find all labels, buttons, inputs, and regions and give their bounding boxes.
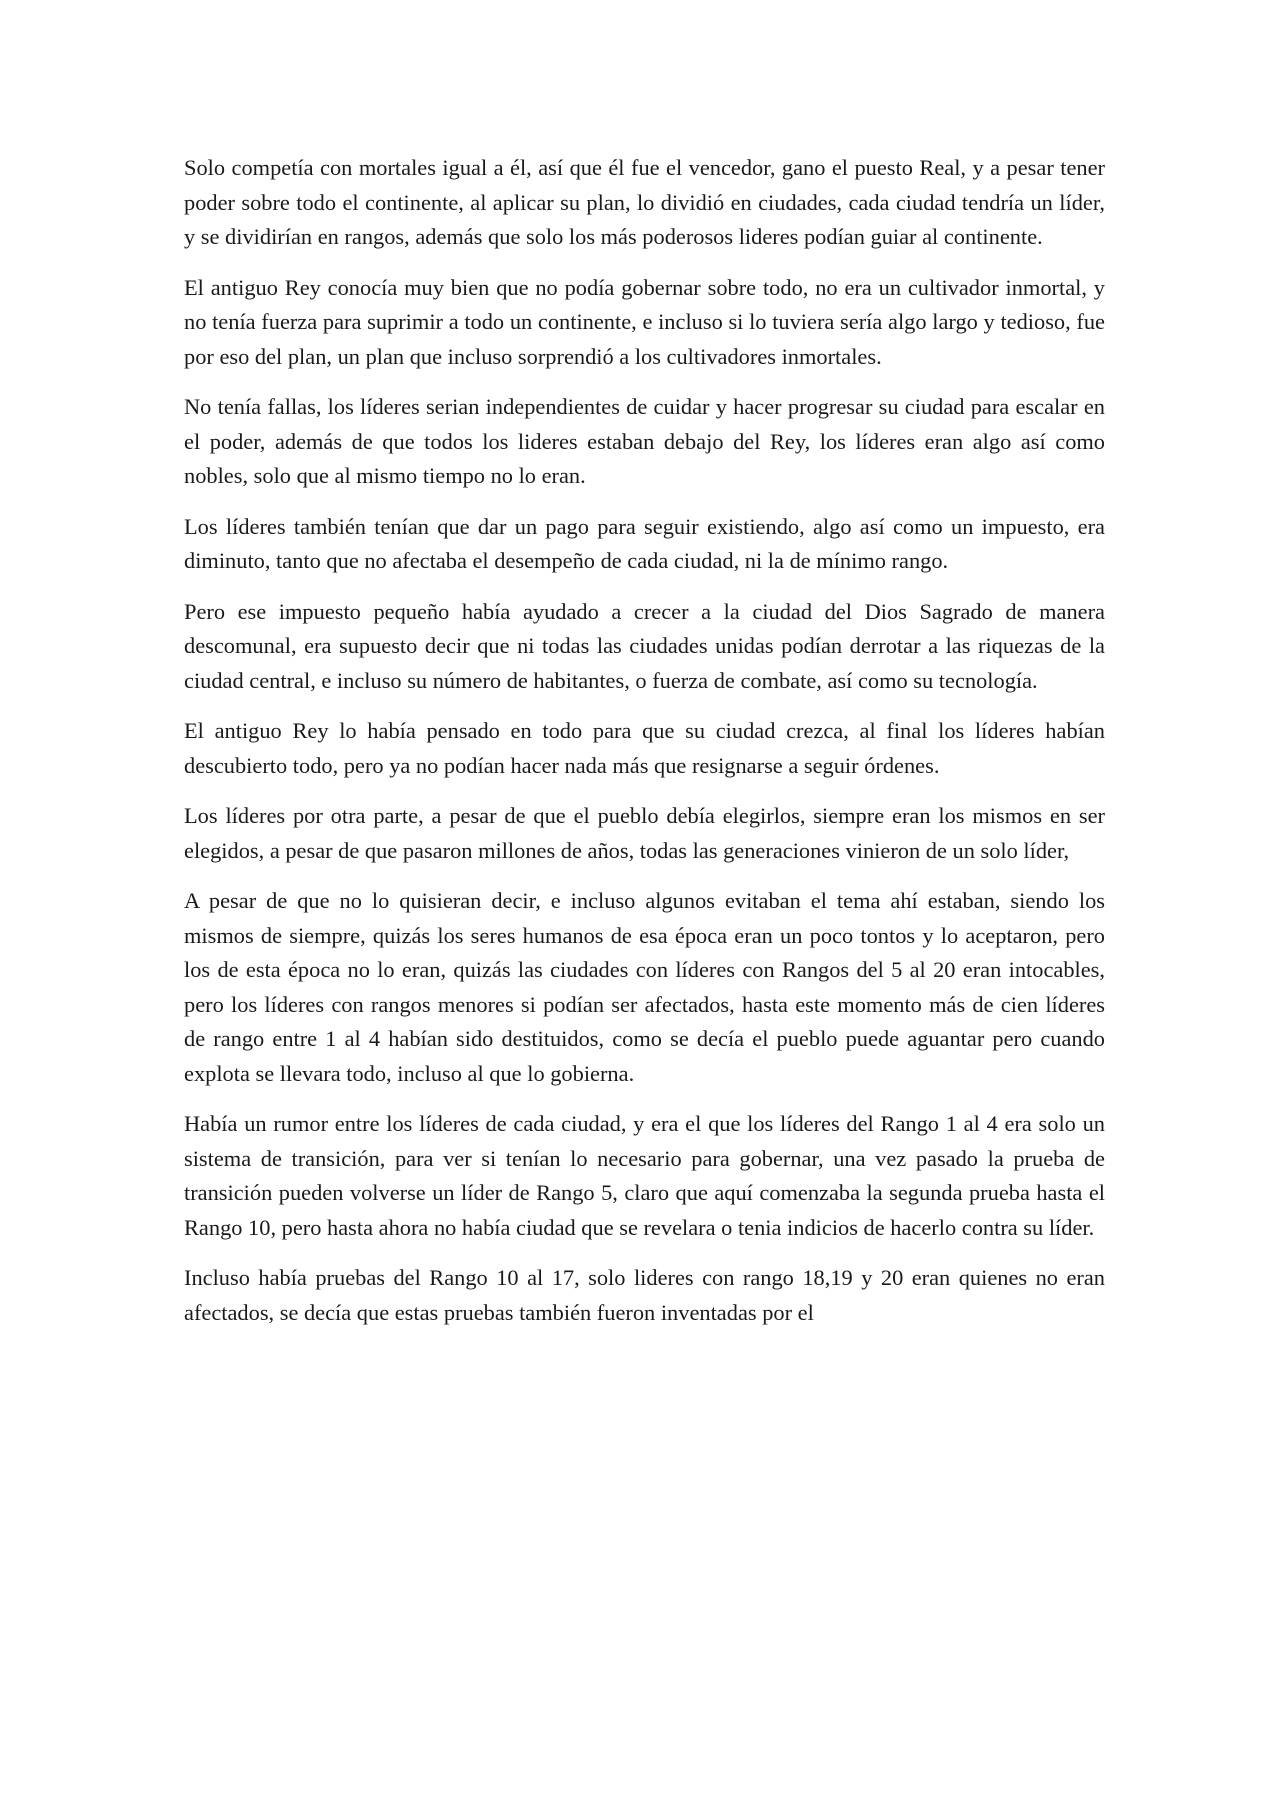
paragraph-9: Había un rumor entre los líderes de cada ciudad, y era el que los líderes del Rango 1 al 4 era solo un sistema de transición, para ver si tenían lo necesario para gobernar, una vez pasado la prueba de transición pueden volverse un líder de Rango 5, claro que aquí comenzaba la segunda prueba hasta el Rango 10, pero hasta ahora no había ciudad que se revelara o tenia indicios de hacerlo contra su líder. — [184, 1111, 1105, 1240]
paragraph-8: A pesar de que no lo quisieran decir, e incluso algunos evitaban el tema ahí estaban, siendo los mismos de siempre, quizás los seres humanos de esa época eran un poco tontos y lo aceptaron, pero los de esta época no lo eran, quizás las ciudades con líderes con Rangos del 5 al 20 eran intocables, pero los líderes con rangos menores si podían ser afectados, hasta este momento más de cien líderes de rango entre 1 al 4 habían sido destituidos, como se decía el pueblo puede aguantar pero cuando explota se llevara todo, incluso al que lo gobierna. — [184, 888, 1105, 1086]
document-text-body — [184, 151, 1105, 1346]
paragraph-6: El antiguo Rey lo había pensado en todo para que su ciudad crezca, al final los líderes habían descubierto todo, pero ya no podían hacer nada más que resignarse a seguir órdenes. — [184, 718, 1105, 778]
paragraph-2: El antiguo Rey conocía muy bien que no podía gobernar sobre todo, no era un cultivador inmortal, y no tenía fuerza para suprimir a todo un continente, e incluso si lo tuviera sería algo largo y tedioso, fue por eso del plan, un plan que incluso sorprendió a los cultivadores inmortales. — [184, 274, 1105, 369]
paragraph-4: Los líderes también tenían que dar un pago para seguir existiendo, algo así como un impuesto, era diminuto, tanto que no afectaba el desempeño de cada ciudad, ni la de mínimo rango. — [184, 513, 1105, 573]
paragraph-1: Solo competía con mortales igual a él, así que él fue el vencedor, gano el puesto Real, y a pesar tener poder sobre todo el continente, al aplicar su plan, lo dividió en ciudades, cada ciudad tendría un líder, y se dividirían en rangos, además que solo los más poderosos lideres podían guiar al continente. — [184, 155, 1105, 249]
paragraph-7: Los líderes por otra parte, a pesar de que el pueblo debía elegirlos, siempre eran los mismos en ser elegidos, a pesar de que pasaron millones de años, todas las generaciones vinieron de un solo líder, — [184, 803, 1105, 863]
paragraph-10: Incluso había pruebas del Rango 10 al 17, solo lideres con rango 18,19 y 20 eran quienes no eran afectados, se decía que estas pruebas también fueron inventadas por el — [184, 1265, 1105, 1325]
paragraph-3: No tenía fallas, los líderes serian independientes de cuidar y hacer progresar su ciudad para escalar en el poder, además de que todos los lideres estaban debajo del Rey, los líderes eran algo así como nobles, solo que al mismo tiempo no lo eran. — [184, 394, 1105, 488]
paragraph-5: Pero ese impuesto pequeño había ayudado a crecer a la ciudad del Dios Sagrado de manera descomunal, era supuesto decir que ni todas las ciudades unidas podían derrotar a las riquezas de la ciudad central, e incluso su número de habitantes, o fuerza de combate, así como su tecnología. — [184, 598, 1105, 693]
